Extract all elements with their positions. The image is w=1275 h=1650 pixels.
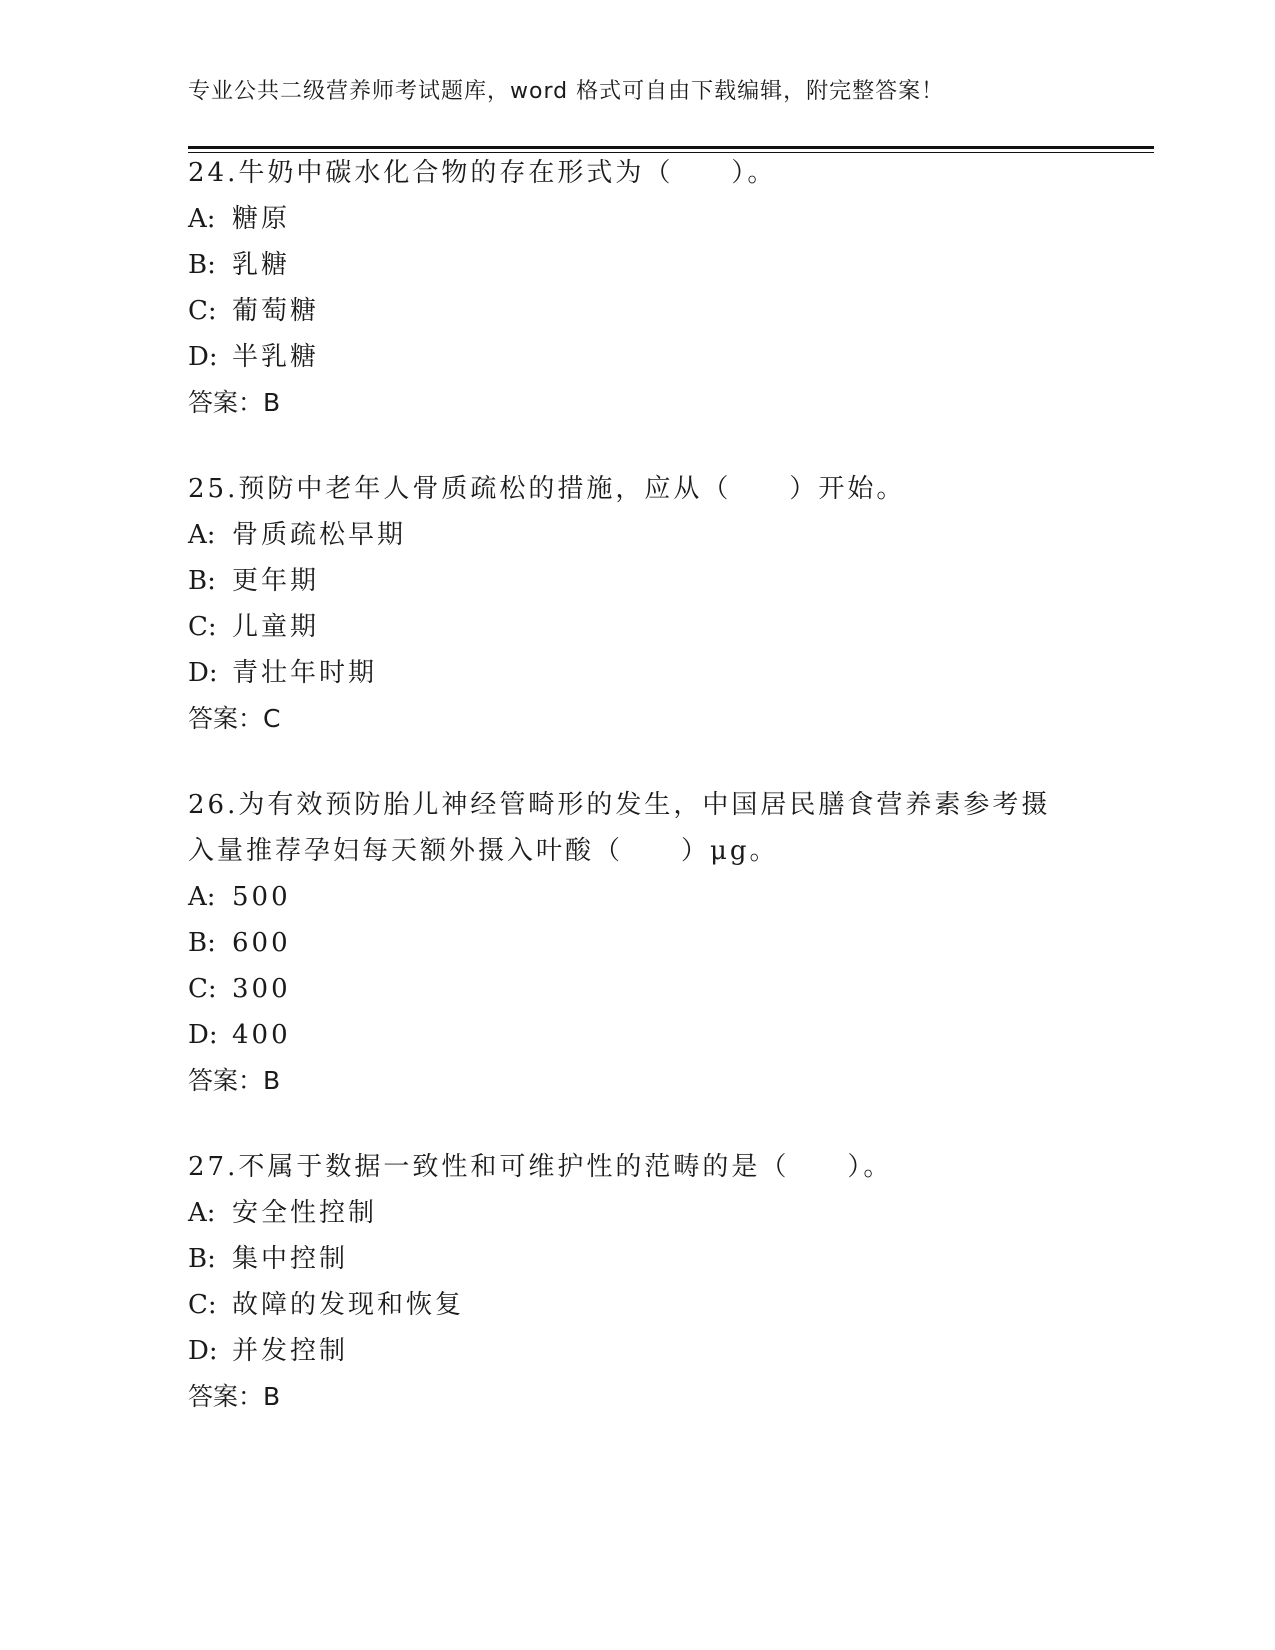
option-text: 集中控制 (232, 1244, 349, 1274)
question-26 (188, 782, 1068, 1104)
option-key: A: (188, 204, 216, 234)
question-stem: 26.为有效预防胎儿神经管畸形的发生，中国居民膳食营养素参考摄入量推荐孕妇每天额外摄入叶酸（ ）μg。 (188, 790, 1051, 866)
answer: 答案：C (188, 704, 281, 733)
option-key: B: (188, 250, 216, 280)
option-b (188, 1236, 1088, 1282)
option-text: 600 (232, 928, 291, 958)
option-a (188, 1190, 1088, 1236)
option-text: 葡萄糖 (232, 296, 320, 326)
option-key: C: (188, 1290, 217, 1320)
question-24 (188, 150, 1088, 426)
option-d (188, 1012, 1068, 1058)
option-key: D: (188, 658, 218, 688)
option-key: A: (188, 882, 216, 912)
question-stem: 25.预防中老年人骨质疏松的措施，应从（ ）开始。 (188, 474, 906, 504)
option-key: D: (188, 1336, 218, 1366)
option-key: C: (188, 296, 217, 326)
question-27 (188, 1144, 1088, 1420)
option-c (188, 1282, 1088, 1328)
option-text: 故障的发现和恢复 (232, 1290, 465, 1320)
option-c (188, 288, 1088, 334)
option-text: 400 (232, 1020, 291, 1050)
option-text: 500 (232, 882, 291, 912)
option-text: 安全性控制 (232, 1198, 378, 1228)
option-text: 乳糖 (232, 250, 291, 280)
option-c (188, 966, 1068, 1012)
option-key: B: (188, 566, 216, 596)
option-text: 糖原 (232, 204, 291, 234)
option-text: 更年期 (232, 566, 320, 596)
option-a (188, 196, 1088, 242)
option-key: A: (188, 520, 216, 550)
option-text: 青壮年时期 (232, 658, 378, 688)
question-25 (188, 466, 1088, 742)
option-key: A: (188, 1198, 216, 1228)
option-d (188, 650, 1088, 696)
option-key: C: (188, 974, 217, 1004)
option-key: B: (188, 1244, 216, 1274)
option-text: 骨质疏松早期 (232, 520, 407, 550)
option-a (188, 874, 1068, 920)
answer: 答案：B (188, 388, 281, 417)
option-b (188, 242, 1088, 288)
option-key: C: (188, 612, 217, 642)
option-key: D: (188, 1020, 218, 1050)
option-d (188, 334, 1088, 380)
option-a (188, 512, 1088, 558)
question-stem: 27.不属于数据一致性和可维护性的范畴的是（ ）。 (188, 1152, 893, 1182)
answer: 答案：B (188, 1066, 281, 1095)
option-b (188, 558, 1088, 604)
option-c (188, 604, 1088, 650)
option-text: 儿童期 (232, 612, 320, 642)
option-b (188, 920, 1068, 966)
option-d (188, 1328, 1088, 1374)
option-key: B: (188, 928, 216, 958)
option-text: 半乳糖 (232, 342, 320, 372)
question-stem: 24.牛奶中碳水化合物的存在形式为（ ）。 (188, 158, 777, 188)
header-title: 专业公共二级营养师考试题库，word 格式可自由下载编辑，附完整答案！ (188, 79, 945, 104)
option-text: 300 (232, 974, 291, 1004)
answer: 答案：B (188, 1382, 281, 1411)
header-rule-thick (188, 146, 1154, 149)
option-key: D: (188, 342, 218, 372)
option-text: 并发控制 (232, 1336, 349, 1366)
